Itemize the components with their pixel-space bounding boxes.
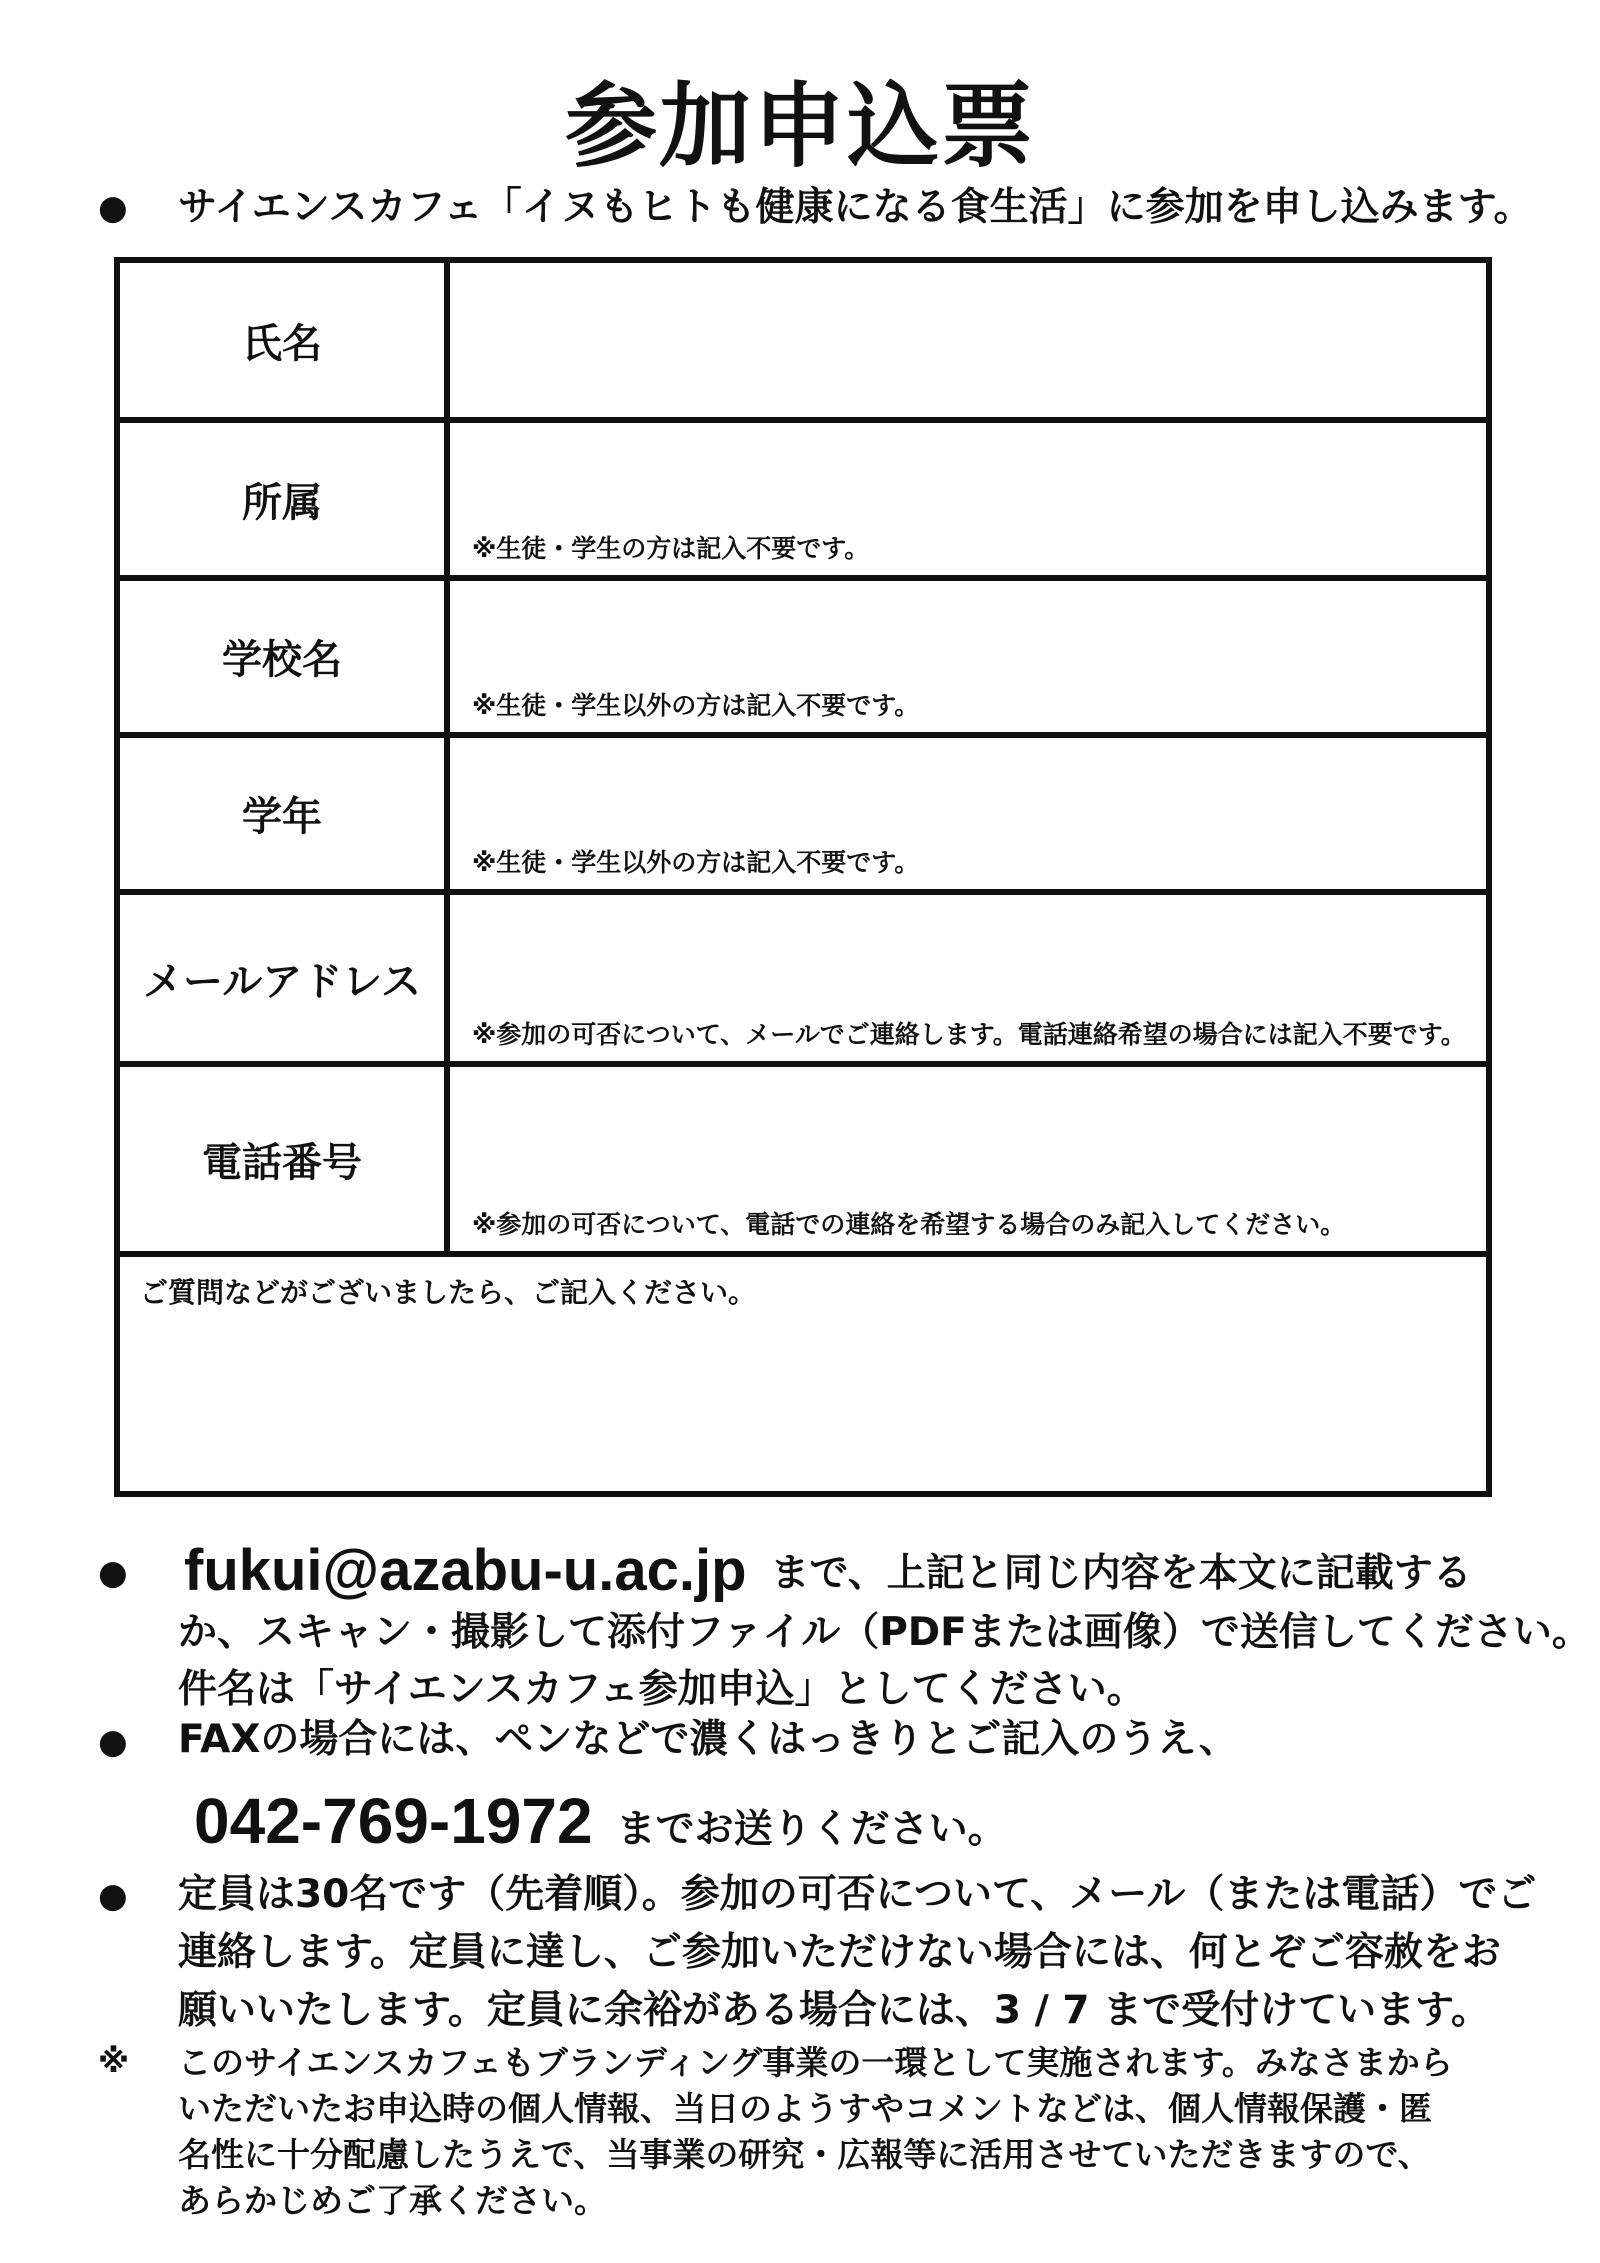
capacity-line3: 願いいたします。定員に余裕がある場合には、3 / 7 まで受付けています。: [178, 1988, 1491, 2033]
form-row-grade: [120, 732, 1486, 889]
label-affiliation: 所属: [120, 423, 450, 575]
page-title: 参加申込票: [564, 73, 1035, 180]
label-email: メールアドレス: [120, 895, 450, 1061]
email-note: ※参加の可否について、メールでご連絡します。電話連絡希望の場合には記入不要です。: [472, 1020, 1466, 1049]
question-prompt: ご質問などがございましたら、ご記入ください。: [140, 1276, 757, 1309]
capacity-line2: 連絡します。定員に達し、ご参加いただけない場合には、何とぞご容赦をお: [178, 1930, 1501, 1975]
fax-number: 042-769-1972: [194, 1785, 593, 1857]
capacity-line1: 定員は30名です（先着順）。参加の可否について、メール（または電話）でご: [178, 1872, 1537, 1917]
form-row-name: [120, 263, 1486, 417]
phone-note: ※参加の可否について、電話での連絡を希望する場合のみ記入してください。: [472, 1210, 1346, 1239]
fax-line1: FAXの場合には、ペンなどで濃くはっきりとご記入のうえ、: [178, 1717, 1238, 1762]
school-field[interactable]: [456, 581, 1486, 732]
reference-mark: ※: [98, 2042, 130, 2080]
grade-field[interactable]: [456, 738, 1486, 889]
privacy-line1: このサイエンスカフェもブランディング事業の一環として実施されます。みなさまから: [178, 2043, 1453, 2082]
bullet-icon: ●: [98, 1553, 128, 1593]
email-line3: 件名は「サイエンスカフェ参加申込」としてください。: [178, 1667, 1146, 1712]
bullet-icon: ●: [98, 1876, 128, 1916]
contact-email-link[interactable]: fukui@azabu-u.ac.jp: [184, 1537, 747, 1603]
fax-suffix: までお送りください。: [616, 1807, 1007, 1852]
question-field[interactable]: [120, 1251, 1486, 1491]
privacy-line2: いただいたお申込時の個人情報、当日のようすやコメントなどは、個人情報保護・匿: [178, 2089, 1432, 2128]
bullet-icon: ●: [98, 188, 128, 228]
form-row-email: [120, 889, 1486, 1061]
label-phone: 電話番号: [120, 1067, 450, 1251]
form-row-affiliation: [120, 417, 1486, 575]
intro-text: サイエンスカフェ「イヌもヒトも健康になる食生活」に参加を申し込みます。: [178, 185, 1533, 230]
label-grade: 学年: [120, 738, 450, 889]
label-school: 学校名: [120, 581, 450, 732]
application-form: [114, 257, 1492, 1497]
affiliation-field[interactable]: [456, 423, 1486, 575]
school-note: ※生徒・学生以外の方は記入不要です。: [472, 691, 920, 720]
email-line1-rest: まで、上記と同じ内容を本文に記載する: [770, 1551, 1472, 1596]
form-row-phone: [120, 1061, 1486, 1251]
privacy-line4: あらかじめご了承ください。: [178, 2181, 607, 2220]
email-field[interactable]: [456, 895, 1486, 1061]
email-line2: か、スキャン・撮影して添付ファイル（PDFまたは画像）で送信してください。: [178, 1610, 1591, 1655]
privacy-line3: 名性に十分配慮したうえで、当事業の研究・広報等に活用させていただきますので、: [178, 2135, 1431, 2174]
label-name: 氏名: [120, 263, 450, 417]
bullet-icon: ●: [98, 1722, 128, 1762]
grade-note: ※生徒・学生以外の方は記入不要です。: [472, 848, 920, 877]
form-row-school: [120, 575, 1486, 732]
affiliation-note: ※生徒・学生の方は記入不要です。: [472, 534, 870, 563]
name-field[interactable]: [456, 263, 1486, 417]
phone-field[interactable]: [456, 1067, 1486, 1251]
